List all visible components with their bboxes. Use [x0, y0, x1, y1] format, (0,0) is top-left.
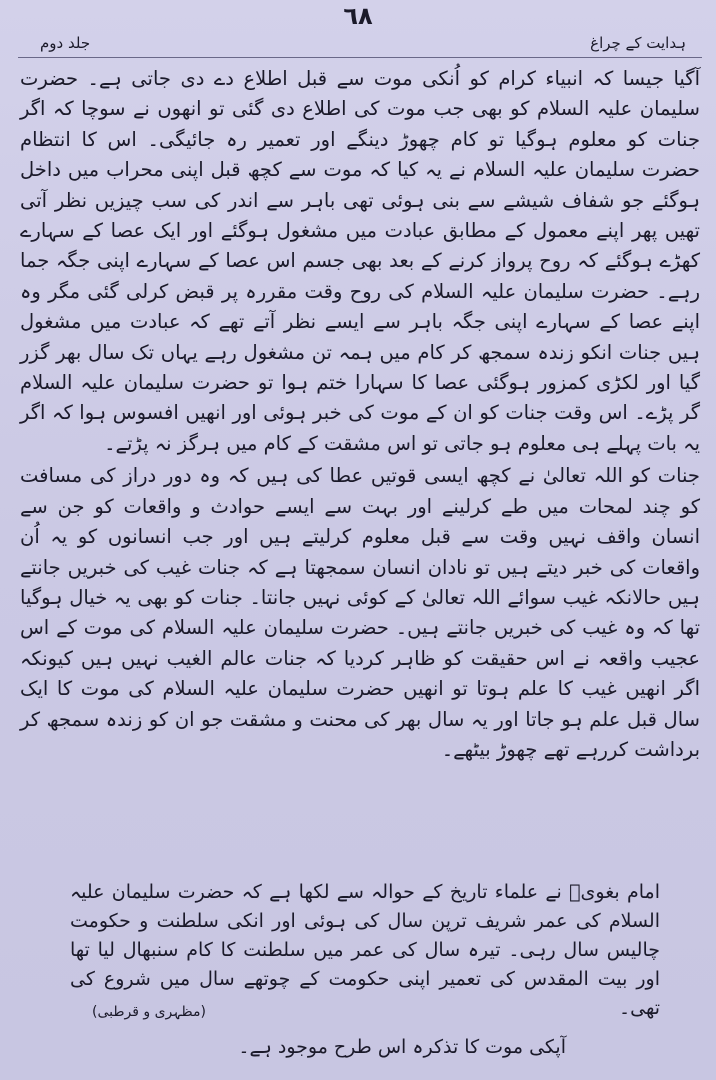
closing-line: آپکی موت کا تذکرہ اس طرح موجود ہے۔: [238, 1036, 566, 1058]
paragraph-2: جنات کو اللہ تعالیٰ نے کچھ ایسی قوتیں عطا کی ہیں کہ وہ دور دراز کی مسافت کو چند لمحات میں طے کرلینے اور بہت سے ایسے حوادث و واقعات کو جن سے انسان واقف نہیں وقت سے قبل معلوم کرلیتے ہیں اور جب انسانوں کو یہ اُن واقعات کی خبر دیتے ہیں تو نادان انسان سمجھتا ہے کہ جنات غیب کی خبریں جانتے ہیں حالانکہ غیب سوائے اللہ تعالیٰ کے کوئی نہیں جانتا۔ جنات کو بھی یہ خیال ہوگیا تھا کہ وہ غیب کی خبریں جانتے ہیں۔ حضرت سلیمان علیہ السلام کی موت کے اس عجیب واقعہ نے اس حقیقت کو ظاہر کردیا کہ جنات عالم الغیب نہیں ہیں کیونکہ اگر انھیں غیب کا علم ہوتا تو انھیں حضرت سلیمان علیہ السلام کی موت کا ایک سال قبل علم ہو جاتا اور یہ سال بھر کی محنت و مشقت جو ان کو زندہ سمجھ کر برداشت کررہے تھے چھوڑ بیٹھے۔: [20, 464, 700, 761]
page-number: ٦٨: [343, 2, 373, 30]
quote-citation: (مظہری و قرطبی): [92, 1004, 206, 1020]
paragraph-1: آگیا جیسا کہ انبیاء کرام کو اُنکی موت سے قبل اطلاع دے دی جاتی ہے۔ حضرت سلیمان علیہ السلام کو بھی جب موت کی اطلاع دی گئی تو انھوں نے سوچا کہ اگر جنات کو معلوم ہوگیا تو کام چھوڑ دینگے اور تعمیر رہ جائیگی۔ اس کا انتظام حضرت سلیمان علیہ السلام نے یہ کیا کہ موت سے کچھ قبل اپنی محراب میں داخل ہوگئے جو شفاف شیشے سے بنی ہوئی تھی باہر سے اندر کی سب چیزیں نظر آتی تھیں پھر اپنے معمول کے مطابق عبادت میں مشغول ہوگئے اور ایک عصا کے سہارے کھڑے ہوگئے کہ روح پرواز کرنے کے بعد بھی جسم اس عصا کے سہارے اپنی جگہ جما رہے۔ حضرت سلیمان علیہ السلام کی روح وقت مقررہ پر قبض کرلی گئی مگر وہ اپنے عصا کے سہارے اپنی جگہ باہر سے ایسے نظر آتے تھے کہ عبادت میں مشغول ہیں جنات انکو زندہ سمجھ کر کام میں ہمہ تن مشغول رہے یہاں تک سال بھر گزر گیا اور لکڑی کمزور ہوگئی عصا کا سہارا ختم ہوا تو حضرت سلیمان علیہ السلام گر پڑے۔ اس وقت جنات کو ان کے موت کی خبر ہوئی اور انھیں افسوس ہوا کہ اگر یہ بات پہلے ہی معلوم ہو جاتی تو اس مشقت کے کام میں ہرگز نہ پڑتے۔: [20, 67, 700, 455]
header-divider: [18, 57, 702, 58]
volume-label: جلد دوم: [40, 34, 91, 52]
body-text: [20, 64, 700, 765]
quote-block: امام بغویؒ نے علماء تاریخ کے حوالہ سے لکھا ہے کہ حضرت سلیمان علیہ السلام کی عمر شریف ترپن سال کی ہوئی اور انکی سلطنت و حکومت چالیس سال رہی۔ تیرہ سال کی عمر میں سلطنت کا کام سنبھال لیا تھا اور بیت المقدس کی تعمیر اپنی حکومت کے چوتھے سال میں شروع کی تھی۔: [70, 881, 660, 1019]
running-head: ہدایت کے چراغ: [590, 34, 686, 52]
